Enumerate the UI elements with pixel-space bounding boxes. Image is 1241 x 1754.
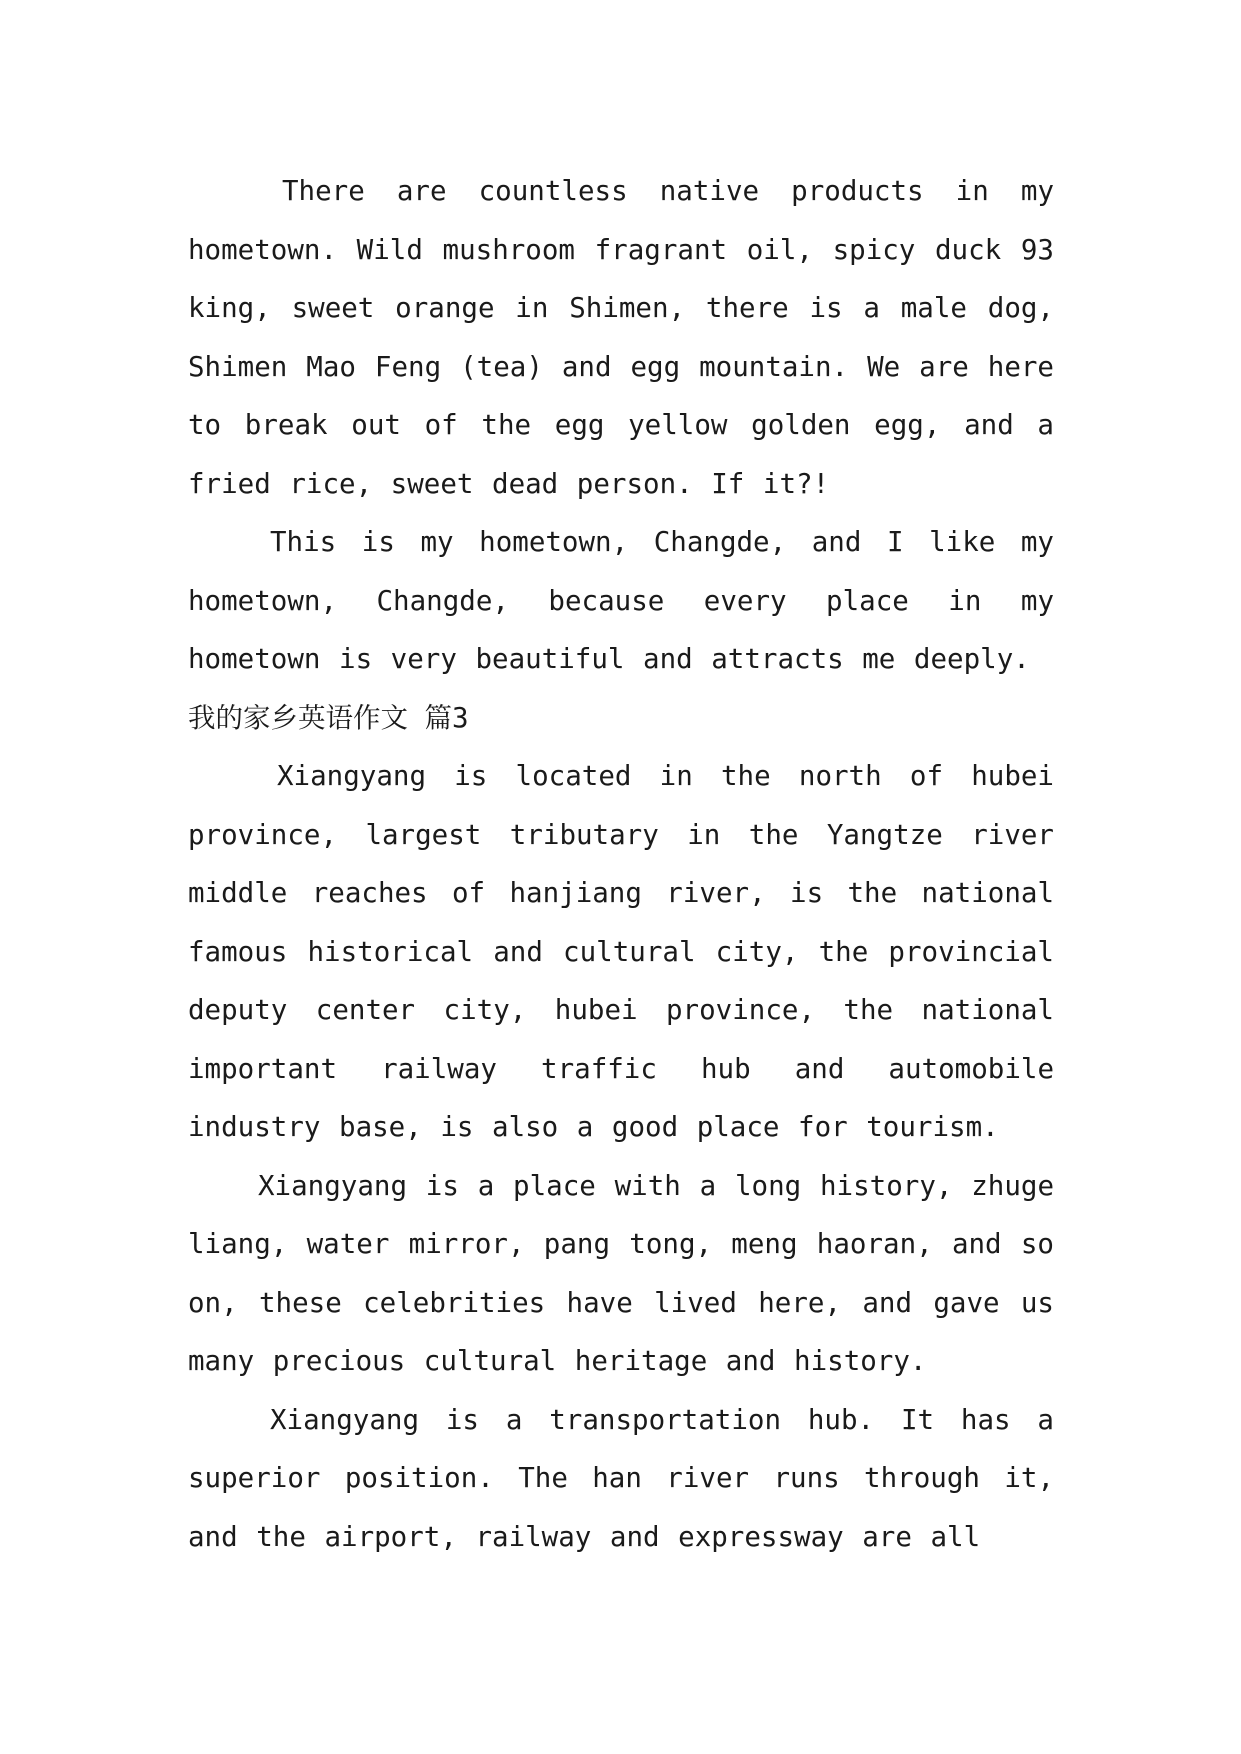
document-body [188,162,1054,1566]
paragraph-xiangyang-transport: Xiangyang is a transportation hub. It has a superior position. The han river runs through it, and the airport, railway and expressway are all [188,1403,1054,1553]
paragraph-changde: This is my hometown, Changde, and I like my hometown, Changde, because every place in my hometown is very beautiful and attracts me deeply. [188,526,1054,675]
section-heading: 我的家乡英语作文 篇3 [188,701,469,734]
paragraph-xiangyang-history: Xiangyang is a place with a long history, zhuge liang, water mirror, pang tong, meng haoran, and so on, these celebrities have lived here, and gave us many precious cultural heritage and history. [188,1169,1054,1377]
paragraph-xiangyang-location: Xiangyang is located in the north of hubei province, largest tributary in the Yangtze river middle reaches of hanjiang river, is the national famous historical and cultural city, the provincial deputy center city, hubei province, the national important railway traffic hub and automobile industry base, is also a good place for tourism. [188,760,1054,1143]
paragraph-native-products: There are countless native products in my hometown. Wild mushroom fragrant oil, spicy duck 93 king, sweet orange in Shimen, there is a male dog, Shimen Mao Feng (tea) and egg mountain. We are here to break out of the egg yellow golden egg, and a fried rice, sweet dead person. If it?! [188,175,1054,500]
